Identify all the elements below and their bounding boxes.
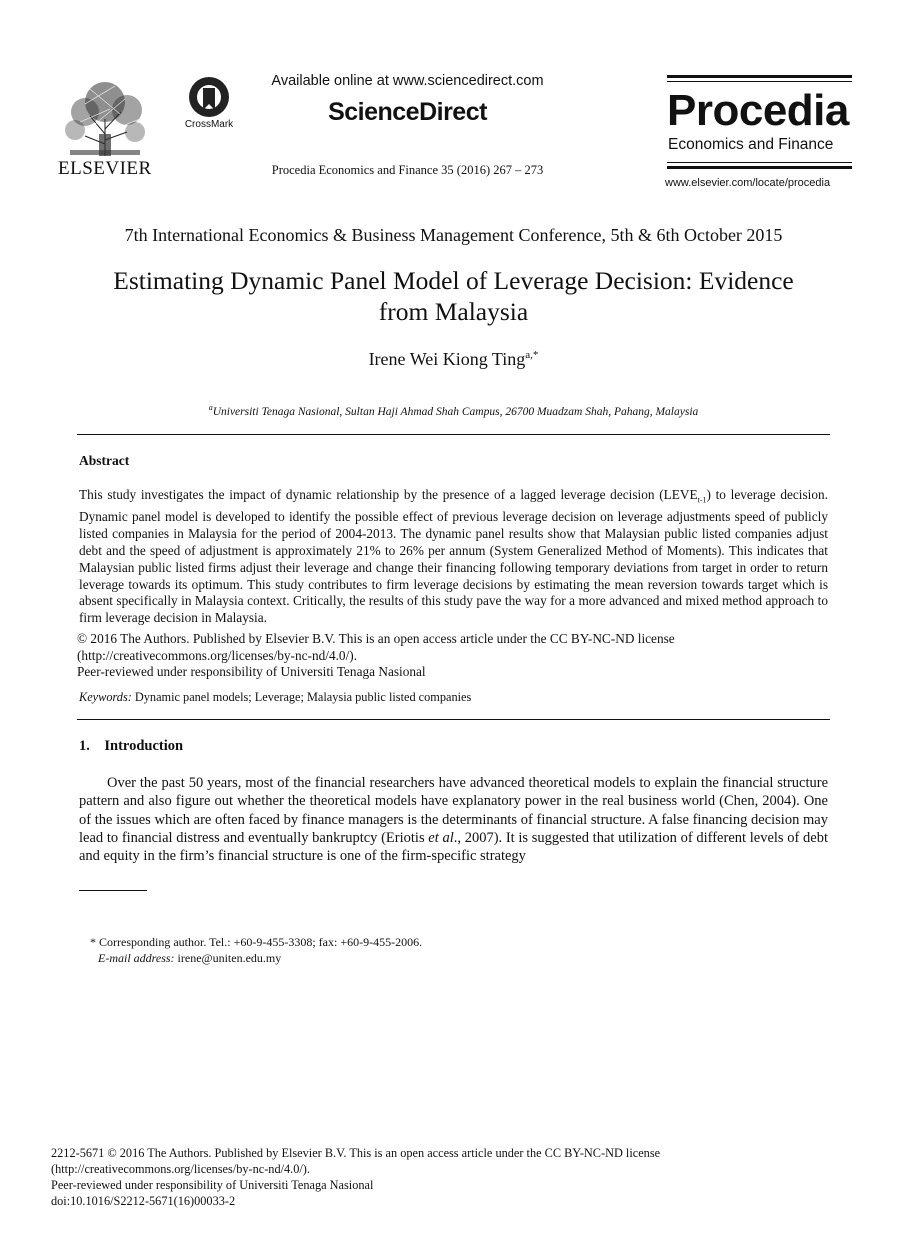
abstract-subscript: t-1 bbox=[697, 495, 707, 505]
procedia-subtitle: Economics and Finance bbox=[668, 136, 834, 153]
crossmark-label: CrossMark bbox=[184, 119, 234, 130]
abstract-text-b: ) to leverage decision. Dynamic panel model is developed to identify the possible effect of previous leverage decision on leverage adjustments speed of publicly listed companies in Malaysia for the period of 2004-2013. The dynamic panel results show that Malaysian public listed companies adjust debt and the speed of adjustment is approximately 21% to 26% per annum (System Generalized Method of Moments). This indicates that Malaysian public listed firms adjust their leverage and change their financing following temporary deviations from target in order to return leverage towards its optimum. This study contributes to firm leverage decisions by estimating the mean reversion towards target which is absent specifically in Malaysia context. Critically, the results of this study pave the way for a more advanced and mixed method approach to firm leverage decision in Malaysia. bbox=[79, 487, 828, 626]
procedia-title: Procedia bbox=[667, 86, 849, 135]
introduction-et-al: et al bbox=[428, 829, 454, 846]
introduction-heading: 1. Introduction bbox=[79, 738, 184, 754]
keywords-label: Keywords: bbox=[79, 690, 132, 704]
license-peer-review: Peer-reviewed under responsibility of Universiti Tenaga Nasional bbox=[77, 664, 426, 679]
footnote-email[interactable]: irene@uniten.edu.my bbox=[177, 951, 282, 965]
introduction-text-a: Over the past 50 years, most of the financial researchers have advanced theoretical models to explain the financial structure pattern and also figure out whether the theoretical models have explanatory power in the real business world (Chen, 2004). One of the issues which are often faced by finance managers is the determinants of financial structure. A false financing decision may lead to financial distress and eventually bankruptcy (Eriotis bbox=[79, 775, 828, 846]
procedia-bottom-rule bbox=[667, 166, 852, 169]
abstract-text-a: This study investigates the impact of dynamic relationship by the presence of a lagged leverage decision (LEVE bbox=[79, 487, 698, 502]
procedia-top-rule bbox=[667, 75, 852, 78]
license-line-1: © 2016 The Authors. Published by Elsevier B.V. This is an open access article under the CC BY-NC-ND license bbox=[77, 631, 675, 646]
footer-license-link[interactable]: (http://creativecommons.org/licenses/by-nc-nd/4.0/). bbox=[51, 1162, 310, 1176]
footnote-corresponding: * Corresponding author. Tel.: +60-9-455-3308; fax: +60-9-455-2006. bbox=[90, 935, 423, 949]
affiliation bbox=[40, 403, 867, 418]
keywords-text: Dynamic panel models; Leverage; Malaysia public listed companies bbox=[134, 690, 472, 704]
elsevier-wordmark: ELSEVIER bbox=[58, 158, 152, 179]
page-footer bbox=[51, 1145, 851, 1209]
footnote bbox=[90, 934, 790, 966]
abstract-top-divider bbox=[77, 434, 830, 435]
abstract-body bbox=[79, 487, 828, 627]
conference-line: 7th International Economics & Business Management Conference, 5th & 6th October 2015 bbox=[124, 225, 783, 245]
paper-title-line-1: Estimating Dynamic Panel Model of Leverage Decision: Evidence bbox=[113, 266, 794, 295]
author-line bbox=[40, 349, 867, 370]
introduction-body bbox=[79, 774, 828, 865]
abstract-bottom-divider bbox=[77, 719, 830, 720]
license-link[interactable]: (http://creativecommons.org/licenses/by-nc-nd/4.0/). bbox=[77, 647, 358, 663]
procedia-bottom-rule-thin bbox=[667, 162, 852, 163]
journal-citation: Procedia Economics and Finance 35 (2016) 267 – 273 bbox=[271, 163, 544, 177]
paper-title bbox=[60, 265, 847, 327]
footer-line-1: 2212-5671 © 2016 The Authors. Published by Elsevier B.V. This is an open access article under the CC BY-NC-ND license bbox=[51, 1146, 661, 1160]
abstract-heading: Abstract bbox=[79, 453, 130, 468]
footnote-separator bbox=[79, 890, 147, 891]
affiliation-mark: a bbox=[208, 403, 213, 412]
author-marks: a,* bbox=[525, 349, 539, 361]
footnote-email-line bbox=[90, 950, 790, 966]
affiliation-text: Universiti Tenaga Nasional, Sultan Haji Ahmad Shah Campus, 26700 Muadzam Shah, Pahang, Malaysia bbox=[212, 405, 699, 418]
keywords-line bbox=[79, 690, 839, 705]
paper-title-line-2: from Malaysia bbox=[378, 297, 529, 326]
footer-doi[interactable]: doi:10.1016/S2212-5671(16)00033-2 bbox=[51, 1194, 236, 1208]
procedia-url-link[interactable]: www.elsevier.com/locate/procedia bbox=[665, 177, 831, 189]
footnote-email-label: E-mail address: bbox=[98, 951, 175, 965]
available-online-text: Available online at www.sciencedirect.com bbox=[271, 73, 544, 89]
author-name: Irene Wei Kiong Ting bbox=[368, 349, 526, 369]
sciencedirect-logo[interactable]: ScienceDirect bbox=[328, 98, 487, 126]
introduction-text-b: ., 2007). It is suggested that utilization of different levels of debt and equity in the firm’s financial structure is one of the firm-specific strategy bbox=[79, 829, 828, 865]
license-block bbox=[77, 631, 837, 681]
footer-peer-review: Peer-reviewed under responsibility of Universiti Tenaga Nasional bbox=[51, 1178, 374, 1192]
procedia-top-rule-thin bbox=[667, 81, 852, 82]
